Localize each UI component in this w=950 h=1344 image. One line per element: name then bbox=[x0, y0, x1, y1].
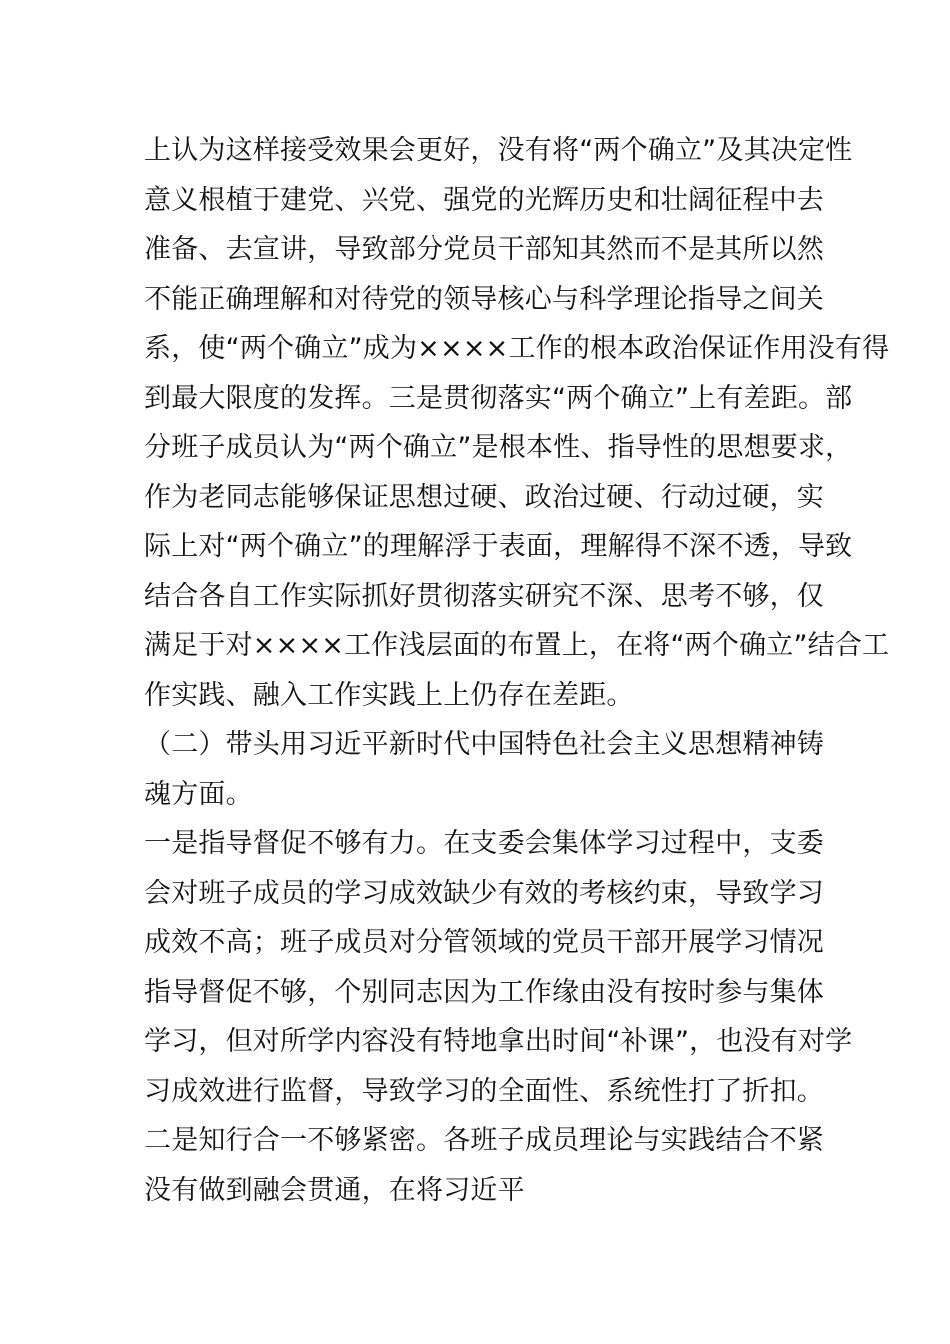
text-line: 作为老同志能够保证思想过硬、政治过硬、行动过硬，实 bbox=[144, 481, 824, 513]
text-line: 际上对“两个确立”的理解浮于表面，理解得不深不透，导致 bbox=[144, 531, 853, 562]
text-line: 作实践、融入工作实践上上仍存在差距。 bbox=[144, 679, 634, 711]
text-line: 分班子成员认为“两个确立”是根本性、指导性的思想要求， bbox=[144, 432, 853, 463]
text-line: 成效不高；班子成员对分管领域的党员干部开展学习情况 bbox=[144, 927, 824, 958]
text-line: 满足于对××××工作浅层面的布置上，在将“两个确立”结合工 bbox=[144, 630, 890, 661]
text-line: 意义根植于建党、兴党、强党的光辉历史和壮阔征程中去 bbox=[144, 184, 824, 216]
text-line: 系，使“两个确立”成为××××工作的根本政治保证作用没有得 bbox=[144, 333, 890, 364]
text-line: 会对班子成员的学习成效缺少有效的考核约束，导致学习 bbox=[144, 877, 824, 909]
text-line: 不能正确理解和对待党的领导核心与科学理论指导之间关 bbox=[144, 283, 824, 315]
text-line: 二是知行合一不够紧密。各班子成员理论与实践结合不紧 bbox=[144, 1125, 824, 1156]
section-heading-line: 魂方面。 bbox=[144, 778, 253, 810]
text-line: 学习，但对所学内容没有特地拿出时间“补课”，也没有对学 bbox=[144, 1026, 853, 1057]
text-line: 上认为这样接受效果会更好，没有将“两个确立”及其决定性 bbox=[144, 135, 853, 166]
body-text bbox=[144, 126, 890, 1215]
text-line: 指导督促不够，个别同志因为工作缘由没有按时参与集体 bbox=[144, 976, 824, 1008]
text-line: 一是指导督促不够有力。在支委会集体学习过程中，支委 bbox=[144, 828, 824, 859]
text-line: 习成效进行监督，导致学习的全面性、系统性打了折扣。 bbox=[144, 1075, 824, 1107]
text-line: 结合各自工作实际抓好贯彻落实研究不深、思考不够，仅 bbox=[144, 580, 824, 612]
text-line: 到最大限度的发挥。三是贯彻落实“两个确立”上有差距。部 bbox=[144, 382, 853, 414]
text-line: 准备、去宣讲，导致部分党员干部知其然而不是其所以然 bbox=[144, 234, 824, 265]
section-heading-line: （二）带头用习近平新时代中国特色社会主义思想精神铸 bbox=[144, 729, 824, 760]
text-line: 没有做到融会贯通，在将习近平 bbox=[144, 1174, 525, 1206]
